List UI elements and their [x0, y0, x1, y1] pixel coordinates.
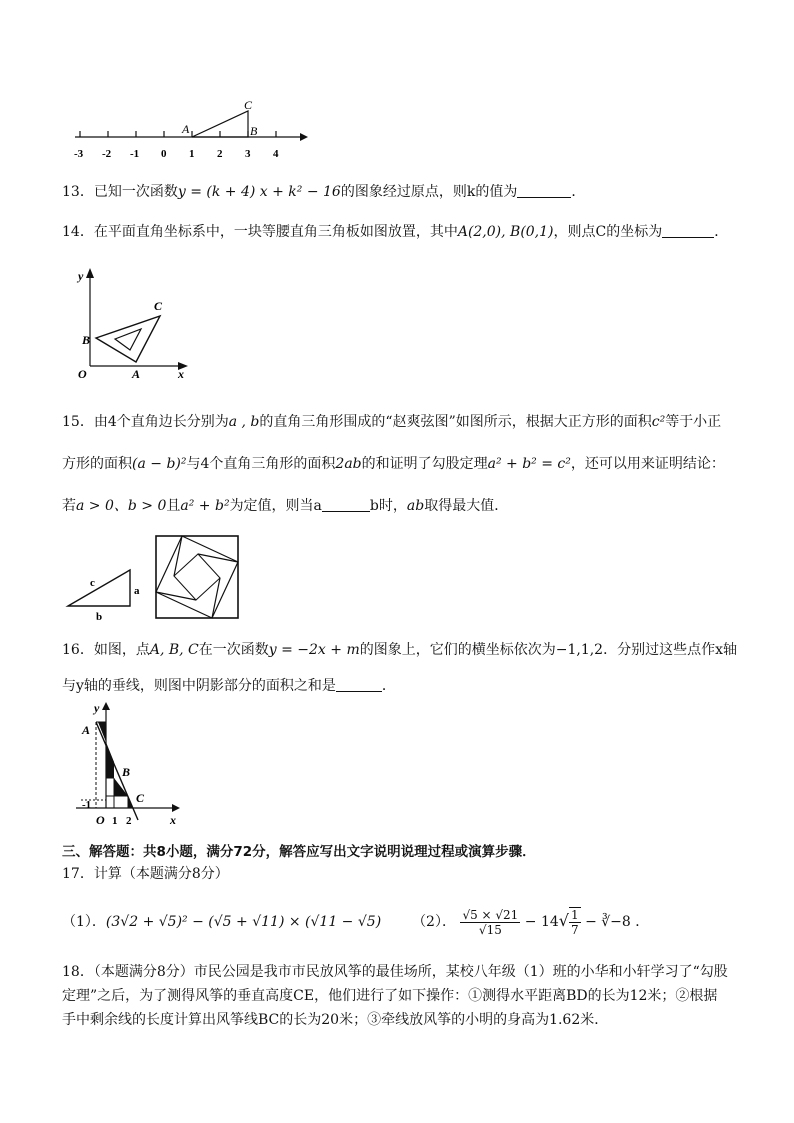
q14-points: A(2,0), B(0,1) — [457, 224, 554, 240]
tick-label: 4 — [273, 148, 279, 160]
answer-blank-13[interactable] — [517, 183, 571, 198]
tick-label: 3 — [245, 148, 251, 160]
question-16-line-2: 与y轴的垂线，则图中阴影部分的面积之和是 ． — [62, 678, 396, 694]
question-17-title: 17．计算（本题满分8分） — [62, 866, 229, 882]
axis-y-label: y — [78, 269, 84, 283]
label-c: C — [244, 98, 253, 112]
question-18-line-3: 手中剩余线的长度计算出风筝线BC的长为20米；③牵线放风筝的小明的身高为1.62米． — [62, 1012, 609, 1028]
label-a: A — [132, 367, 141, 381]
label-c: C — [154, 299, 163, 313]
label-b: B — [250, 124, 258, 138]
origin-label: O — [78, 367, 87, 381]
q13-formula: y = (k + 4) x + k² − 16 — [177, 184, 341, 200]
question-18-line-1: 18．（本题满分8分）市民公园是我市市民放风筝的最佳场所，某校八年级（1）班的小华和小轩学习了“勾股 — [62, 964, 728, 980]
label-b: B — [82, 333, 91, 347]
answer-blank-14[interactable] — [662, 223, 714, 238]
side-b-label: b — [96, 611, 103, 623]
side-a-label: a — [134, 585, 140, 597]
label-a: A — [82, 723, 91, 737]
q17-part-2-root: $\frac{1}{7}$ — [570, 908, 579, 937]
q17-part-2-fraction: $\frac{√5 \times √21}{√15}$ — [462, 907, 519, 937]
question-17-parts: （1）．(3√2 + √5)² − (√5 + √11) × (√11 − √5) （2）． $\frac{√5 \times √21}{√15}$ − 14√ $\frac{1}{7}$ − ∛−8 ． — [62, 907, 650, 937]
answer-blank-16[interactable] — [336, 677, 382, 692]
tick-1: 1 — [112, 815, 118, 827]
question-18-line-2: 定理”之后，为了测得风筝的垂直高度CE，他们进行了如下操作：①测得水平距离BD的长为12米；②根据 — [62, 988, 718, 1004]
axis-y-label: y — [94, 701, 100, 715]
axis-x-label: x — [178, 367, 184, 381]
origin-label: O — [96, 813, 105, 827]
question-15-line-1: 15．由4个直角边长分别为a , b的直角三角形围成的“赵爽弦图”如图所示，根据大正方形的面积c²等于小正 — [62, 414, 722, 430]
tick-2: 2 — [126, 815, 132, 827]
label-c: C — [136, 791, 145, 805]
tick-label: 1 — [189, 148, 195, 160]
q17-part-1-expr: (3√2 + √5)² − (√5 + √11) × (√11 − √5) — [105, 914, 382, 930]
answer-blank-15[interactable] — [322, 497, 370, 512]
label-b: B — [122, 765, 131, 779]
tick-label: -1 — [130, 148, 140, 160]
axis-x-label: x — [170, 813, 176, 827]
question-15-line-2: 方形的面积(a − b)²与4个直角三角形的面积2ab的和证明了勾股定理a² + b² = c²，还可以用来证明结论： — [62, 456, 725, 472]
question-13: 13．已知一次函数y = (k + 4) x + k² − 16的图象经过原点，则k的值为 ． — [62, 184, 586, 200]
question-15-line-3: 若a > 0、b > 0且a² + b²为定值，则当a b时，ab取得最大值． — [62, 498, 509, 514]
zhao-shuang-figure — [62, 532, 248, 624]
triangle-coordinate-figure — [70, 266, 200, 381]
tick-minus-1: -1 — [82, 799, 92, 811]
number-line-figure — [70, 95, 310, 165]
shaded-area-figure — [76, 700, 186, 830]
section-3-heading: 三、解答题：共8小题，满分72分，解答应写出文字说明说理过程或演算步骤． — [62, 844, 536, 860]
label-a: A — [182, 122, 190, 136]
question-14: 14．在平面直角坐标系中，一块等腰直角三角板如图放置，其中A(2,0), B(0,1)，则点C的坐标为 ． — [62, 224, 729, 240]
tick-label: -3 — [74, 148, 84, 160]
tick-label: 2 — [217, 148, 223, 160]
tick-label: 0 — [161, 148, 167, 160]
side-c-label: c — [90, 577, 95, 589]
tick-label: -2 — [102, 148, 112, 160]
question-16-line-1: 16．如图，点A, B, C在一次函数y = −2x + m的图象上，它们的横坐标依次为−1,1,2．分别过这些点作x轴 — [62, 642, 737, 658]
